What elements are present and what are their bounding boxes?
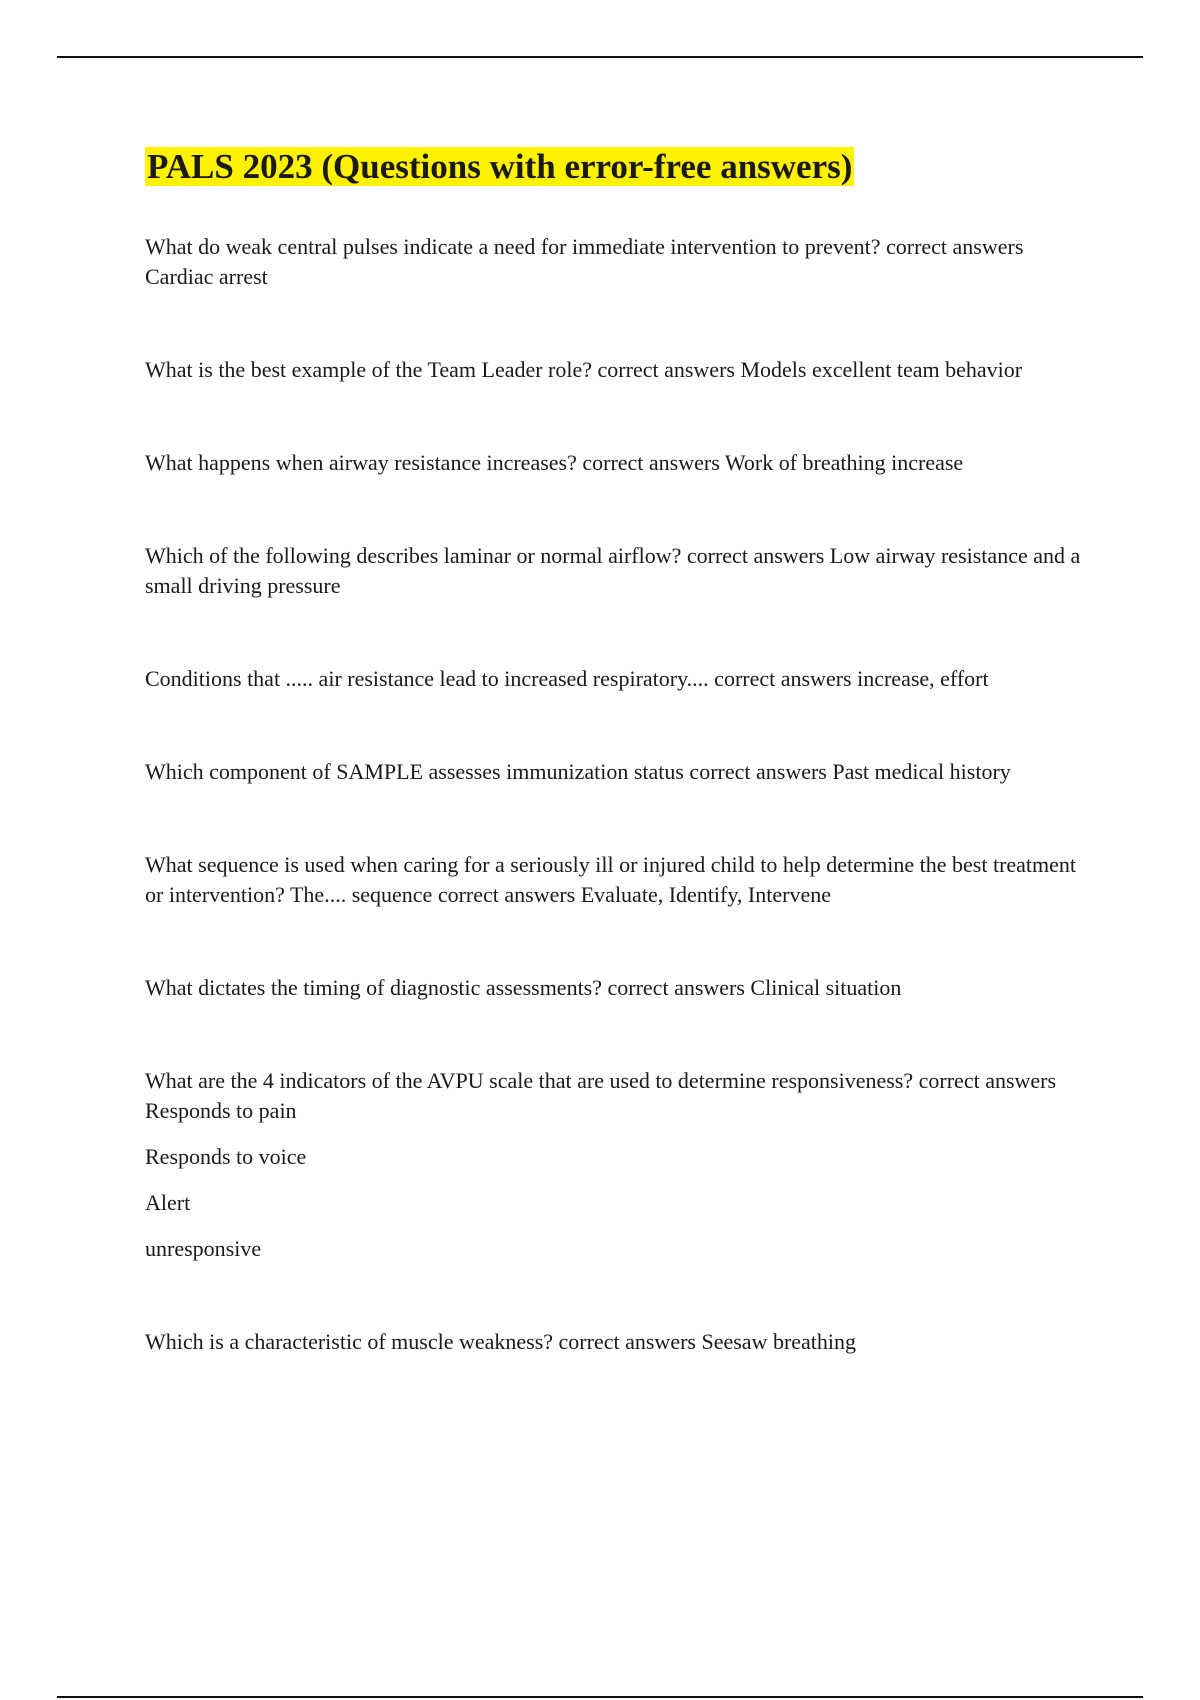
qa-answer-line: Responds to voice xyxy=(145,1144,307,1169)
qa-text: What happens when airway resistance increases? correct answers Work of breathing increase xyxy=(145,450,964,475)
document-title xyxy=(145,145,854,189)
qa-text: Which of the following describes laminar or normal airflow? correct answers Low airway resistance and a small driving pressure xyxy=(145,543,1081,598)
qa-text: What do weak central pulses indicate a need for immediate intervention to prevent? correct answers Cardiac arrest xyxy=(145,234,1024,289)
qa-answer-line: Alert xyxy=(145,1190,191,1215)
qa-answer-line: unresponsive xyxy=(145,1236,262,1261)
qa-text: Which component of SAMPLE assesses immunization status correct answers Past medical history xyxy=(145,759,1011,784)
qa-text: What sequence is used when caring for a seriously ill or injured child to help determine the best treatment or intervention? The.... sequence correct answers Evaluate, Identify, Intervene xyxy=(145,852,1077,907)
qa-text: What dictates the timing of diagnostic assessments? correct answers Clinical situation xyxy=(145,975,902,1000)
qa-item xyxy=(145,1066,1095,1264)
qa-item xyxy=(145,232,1095,292)
qa-text: Which is a characteristic of muscle weakness? correct answers Seesaw breathing xyxy=(145,1329,857,1354)
qa-text: Conditions that ..... air resistance lead to increased respiratory.... correct answers increase, effort xyxy=(145,666,989,691)
qa-item xyxy=(145,1327,1095,1357)
qa-item xyxy=(145,664,1095,694)
document-title-text: PALS 2023 (Questions with error-free answers) xyxy=(147,147,853,186)
qa-item xyxy=(145,448,1095,478)
bottom-rule xyxy=(57,1696,1143,1698)
qa-item xyxy=(145,355,1095,385)
qa-item xyxy=(145,541,1095,601)
top-rule xyxy=(57,56,1143,58)
qa-item xyxy=(145,973,1095,1003)
qa-text: What are the 4 indicators of the AVPU scale that are used to determine responsiveness? correct answers Responds to pain xyxy=(145,1068,1057,1123)
qa-item xyxy=(145,850,1095,910)
qa-item xyxy=(145,757,1095,787)
qa-text: What is the best example of the Team Leader role? correct answers Models excellent team behavior xyxy=(145,357,1023,382)
qa-list xyxy=(145,232,1095,1420)
